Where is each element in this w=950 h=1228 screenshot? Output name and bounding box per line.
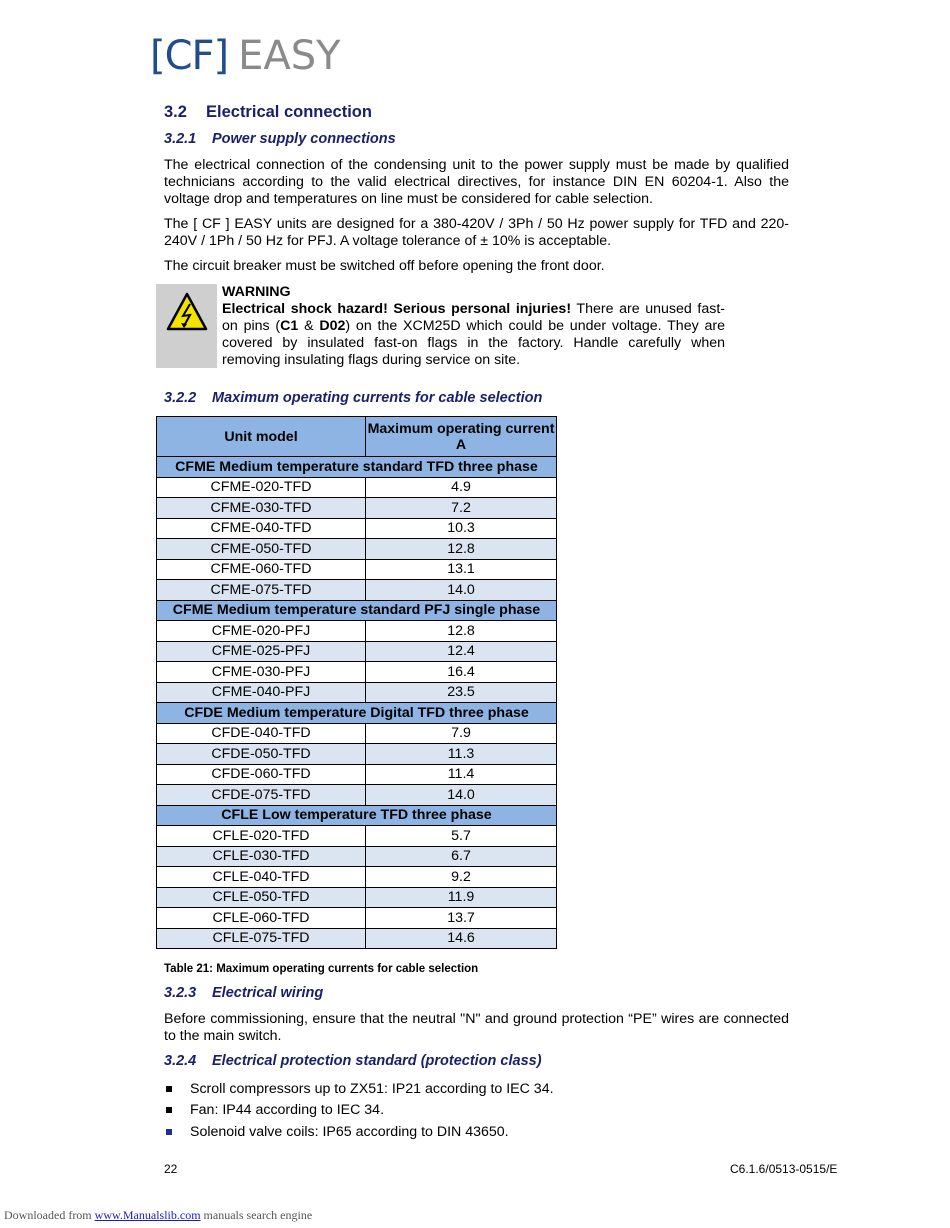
table-row	[157, 662, 557, 683]
table-group-title: CFME Medium temperature standard PFJ single phase	[157, 600, 557, 621]
warning-lead: Electrical shock hazard! Serious personal injuries!	[222, 301, 572, 317]
table-row	[157, 518, 557, 539]
current-value-cell: 12.4	[366, 641, 557, 662]
table-row	[157, 846, 557, 867]
paragraph-circuit-breaker: The circuit breaker must be switched off before opening the front door.	[164, 258, 605, 274]
download-banner	[4, 1208, 312, 1223]
list-item	[164, 1100, 554, 1122]
electrical-hazard-icon	[166, 292, 208, 332]
list-item-text: Solenoid valve coils: IP65 according to DIN 43650.	[190, 1123, 509, 1140]
current-value-cell: 11.9	[366, 887, 557, 908]
bullet-icon	[166, 1129, 172, 1135]
manualslib-link[interactable]: www.Manualslib.com	[94, 1208, 201, 1222]
bullet-icon	[166, 1086, 172, 1092]
subsection-title: Electrical wiring	[212, 985, 324, 1001]
document-code: C6.1.6/0513-0515/E	[730, 1162, 838, 1176]
bullet-icon	[166, 1107, 172, 1113]
table-group-row	[157, 457, 557, 478]
subsection-title: Maximum operating currents for cable selection	[212, 390, 543, 406]
current-value-cell: 7.9	[366, 723, 557, 744]
table-group-title: CFLE Low temperature TFD three phase	[157, 805, 557, 826]
paragraph-power-supply: The [ CF ] EASY units are designed for a 380-420V / 3Ph / 50 Hz power supply for TFD and 220-240V / 1Ph / 50 Hz for PFJ. A voltage tolerance of ± 10% is acceptable.	[164, 216, 789, 249]
unit-model-cell: CFDE-050-TFD	[157, 744, 366, 765]
max-currents-table	[156, 416, 557, 949]
warning-pin-c1: C1	[280, 318, 299, 334]
table-row	[157, 477, 557, 498]
unit-model-cell: CFME-050-TFD	[157, 539, 366, 560]
paragraph-electrical-connection: The electrical connection of the condensing unit to the power supply must be made by qualified technicians according to the valid electrical directives, for instance DIN EN 60204-1. Also the voltage drop and temperatures on line must be considered for cable selection.	[164, 157, 789, 207]
warning-pin-d02: D02	[319, 318, 346, 334]
list-item-text: Scroll compressors up to ZX51: IP21 according to IEC 34.	[190, 1080, 554, 1097]
section-title: Electrical connection	[206, 103, 372, 121]
table-group-row	[157, 600, 557, 621]
table-row	[157, 764, 557, 785]
table-row	[157, 621, 557, 642]
subsection-number: 3.2.2	[164, 390, 197, 406]
logo-cf: [CF]	[150, 33, 229, 79]
current-value-cell: 13.7	[366, 908, 557, 929]
current-value-cell: 11.4	[366, 764, 557, 785]
section-heading	[164, 103, 372, 122]
section-number: 3.2	[164, 103, 187, 121]
table-group-row	[157, 703, 557, 724]
unit-model-cell: CFLE-075-TFD	[157, 928, 366, 949]
warning-title: WARNING	[222, 284, 291, 300]
unit-model-cell: CFME-020-TFD	[157, 477, 366, 498]
subsection-number: 3.2.4	[164, 1053, 197, 1069]
current-value-cell: 9.2	[366, 867, 557, 888]
table-row	[157, 867, 557, 888]
warning-text-3: ) on the XCM25D which could be under voltage. They are covered by insulated fast-on flags in the factory. Handle carefully when removing insulating flags during service on site.	[222, 318, 725, 368]
unit-model-cell: CFDE-040-TFD	[157, 723, 366, 744]
header-unit-model: Unit model	[157, 417, 366, 457]
header-max-current: Maximum operating current A	[366, 417, 557, 457]
table-row	[157, 826, 557, 847]
protection-list	[164, 1078, 554, 1143]
paragraph-wiring: Before commissioning, ensure that the neutral "N" and ground protection “PE” wires are connected to the main switch.	[164, 1011, 789, 1044]
warning-text-2: &	[298, 318, 320, 334]
table-row	[157, 682, 557, 703]
current-value-cell: 14.0	[366, 785, 557, 806]
page-number: 22	[164, 1162, 178, 1176]
current-value-cell: 11.3	[366, 744, 557, 765]
unit-model-cell: CFME-040-TFD	[157, 518, 366, 539]
table-row	[157, 559, 557, 580]
current-value-cell: 6.7	[366, 846, 557, 867]
subsection-number: 3.2.3	[164, 985, 197, 1001]
table-row	[157, 887, 557, 908]
subsection-title: Electrical protection standard (protection class)	[212, 1053, 542, 1069]
subsection-heading-protection	[164, 1053, 542, 1069]
unit-model-cell: CFME-030-TFD	[157, 498, 366, 519]
current-value-cell: 4.9	[366, 477, 557, 498]
unit-model-cell: CFME-040-PFJ	[157, 682, 366, 703]
table-row	[157, 744, 557, 765]
table-row	[157, 580, 557, 601]
current-value-cell: 16.4	[366, 662, 557, 683]
unit-model-cell: CFME-030-PFJ	[157, 662, 366, 683]
warning-text-1: There are unused fast-on pins (	[222, 301, 725, 334]
download-prefix: Downloaded from	[4, 1208, 95, 1222]
current-value-cell: 12.8	[366, 539, 557, 560]
current-value-cell: 12.8	[366, 621, 557, 642]
unit-model-cell: CFLE-050-TFD	[157, 887, 366, 908]
unit-model-cell: CFME-025-PFJ	[157, 641, 366, 662]
table-row	[157, 908, 557, 929]
subsection-number: 3.2.1	[164, 131, 197, 147]
list-item	[164, 1121, 554, 1143]
table-row	[157, 928, 557, 949]
current-value-cell: 23.5	[366, 682, 557, 703]
warning-block	[222, 284, 725, 369]
current-value-cell: 13.1	[366, 559, 557, 580]
download-suffix: manuals search engine	[200, 1208, 313, 1222]
table-row	[157, 641, 557, 662]
table-row	[157, 539, 557, 560]
table-group-title: CFDE Medium temperature Digital TFD three phase	[157, 703, 557, 724]
list-item	[164, 1078, 554, 1100]
warning-icon-box	[156, 284, 217, 368]
list-item-text: Fan: IP44 according to IEC 34.	[190, 1102, 385, 1119]
table-row	[157, 498, 557, 519]
current-value-cell: 5.7	[366, 826, 557, 847]
logo-easy: EASY	[238, 33, 341, 79]
table-row	[157, 723, 557, 744]
unit-model-cell: CFME-020-PFJ	[157, 621, 366, 642]
current-value-cell: 10.3	[366, 518, 557, 539]
table-header-row	[157, 417, 557, 457]
unit-model-cell: CFME-060-TFD	[157, 559, 366, 580]
unit-model-cell: CFLE-040-TFD	[157, 867, 366, 888]
table-group-row	[157, 805, 557, 826]
subsection-title: Power supply connections	[212, 131, 396, 147]
cf-easy-logo	[150, 34, 341, 78]
current-value-cell: 7.2	[366, 498, 557, 519]
unit-model-cell: CFLE-030-TFD	[157, 846, 366, 867]
unit-model-cell: CFLE-060-TFD	[157, 908, 366, 929]
subsection-heading-currents	[164, 390, 542, 406]
unit-model-cell: CFLE-020-TFD	[157, 826, 366, 847]
subsection-heading-wiring	[164, 985, 323, 1001]
current-value-cell: 14.6	[366, 928, 557, 949]
unit-model-cell: CFDE-060-TFD	[157, 764, 366, 785]
unit-model-cell: CFDE-075-TFD	[157, 785, 366, 806]
table-caption: Table 21: Maximum operating currents for cable selection	[164, 963, 479, 975]
subsection-heading-power-supply	[164, 131, 396, 147]
current-value-cell: 14.0	[366, 580, 557, 601]
unit-model-cell: CFME-075-TFD	[157, 580, 366, 601]
table-group-title: CFME Medium temperature standard TFD three phase	[157, 457, 557, 478]
table-row	[157, 785, 557, 806]
